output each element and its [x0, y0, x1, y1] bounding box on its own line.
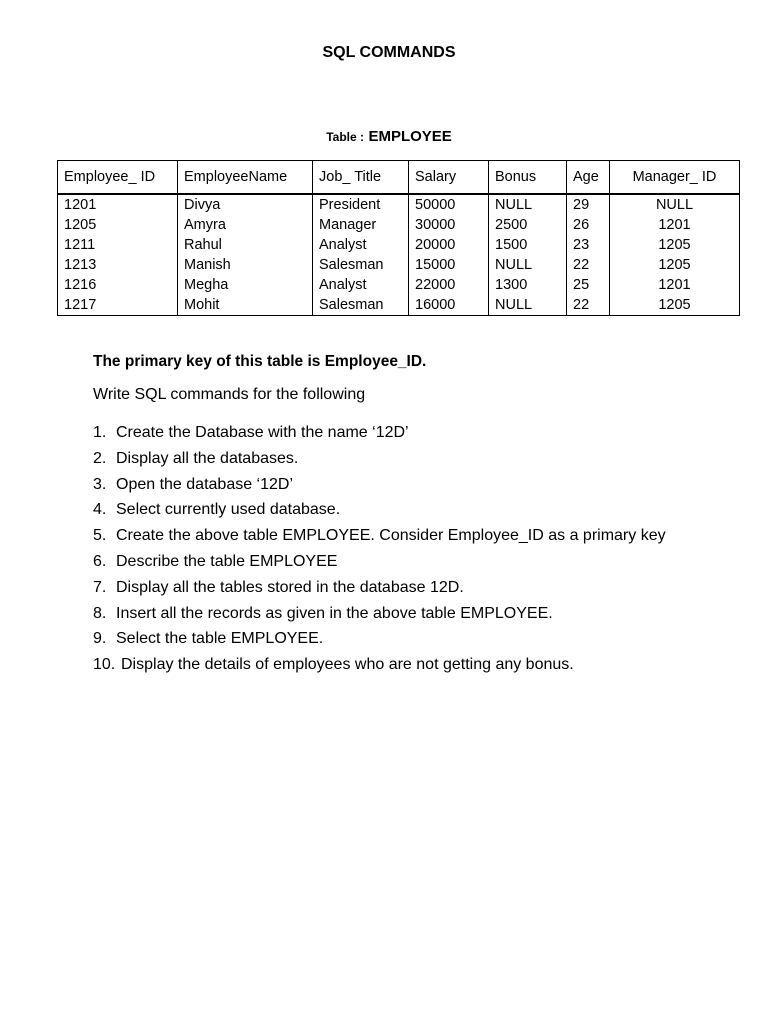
table-cell: 1216 — [58, 275, 178, 295]
list-item-number: 9. — [93, 630, 107, 648]
list-item — [93, 601, 693, 627]
column-header: Job_ Title — [313, 161, 409, 195]
table-cell: NULL — [489, 295, 567, 316]
table-cell: 1211 — [58, 235, 178, 255]
table-cell: 25 — [567, 275, 610, 295]
list-item-number: 5. — [93, 527, 107, 545]
table-cell: 1201 — [58, 194, 178, 215]
table-cell: Salesman — [313, 295, 409, 316]
table-cell: 22 — [567, 295, 610, 316]
table-cell: Megha — [178, 275, 313, 295]
list-item — [93, 549, 693, 575]
list-item-text: Describe the table EMPLOYEE — [116, 552, 338, 570]
list-item-text: Create the above table EMPLOYEE. Consider Employee_ID as a primary key — [116, 527, 666, 545]
table-cell: 1201 — [610, 215, 740, 235]
table-cell: 1205 — [610, 255, 740, 275]
table-row — [58, 275, 740, 295]
table-cell: NULL — [489, 194, 567, 215]
table-row — [58, 255, 740, 275]
table-cell: Amyra — [178, 215, 313, 235]
list-item-text: Select currently used database. — [116, 501, 341, 519]
table-cell: 15000 — [409, 255, 489, 275]
table-cell: 1500 — [489, 235, 567, 255]
column-header: Manager_ ID — [610, 161, 740, 195]
table-cell: 22 — [567, 255, 610, 275]
table-cell: Rahul — [178, 235, 313, 255]
table-cell: Manish — [178, 255, 313, 275]
table-cell: 23 — [567, 235, 610, 255]
table-cell: 1201 — [610, 275, 740, 295]
list-item-text: Display all the databases. — [116, 449, 299, 467]
table-cell: 20000 — [409, 235, 489, 255]
list-item-number: 2. — [93, 449, 107, 467]
list-item — [93, 420, 693, 446]
table-cell: Analyst — [313, 275, 409, 295]
list-item-number: 8. — [93, 604, 107, 622]
page-title: SQL COMMANDS — [322, 44, 456, 61]
list-item-number: 7. — [93, 578, 107, 596]
list-item-number: 6. — [93, 552, 107, 570]
table-cell: Divya — [178, 194, 313, 215]
table-caption-name: EMPLOYEE — [368, 128, 452, 145]
table-cell: 1205 — [610, 295, 740, 316]
table-cell: 1205 — [610, 235, 740, 255]
list-item-text: Insert all the records as given in the above table EMPLOYEE. — [116, 604, 553, 622]
list-item-text: Create the Database with the name ‘12D’ — [116, 424, 409, 441]
table-cell: NULL — [610, 194, 740, 215]
column-header: Employee_ ID — [58, 161, 178, 195]
table-row — [58, 235, 740, 255]
table-cell: Salesman — [313, 255, 409, 275]
table-cell: President — [313, 194, 409, 215]
list-item-number: 1. — [93, 424, 107, 441]
primary-key-note: The primary key of this table is Employee_ID. — [93, 353, 427, 370]
table-row — [58, 295, 740, 316]
list-item-text: Display the details of employees who are not getting any bonus. — [121, 656, 574, 674]
table-row — [58, 194, 740, 215]
list-item — [93, 626, 693, 652]
list-item-number: 10. — [93, 656, 116, 674]
column-header: Salary — [409, 161, 489, 195]
list-item — [93, 652, 693, 678]
list-item-number: 4. — [93, 501, 107, 519]
list-item — [93, 575, 693, 601]
table-header-row — [58, 161, 740, 195]
column-header: Age — [567, 161, 610, 195]
list-item-text: Open the database ‘12D’ — [116, 475, 294, 493]
employee-table — [57, 160, 740, 316]
table-cell: 1213 — [58, 255, 178, 275]
instruction-text: Write SQL commands for the following — [93, 386, 366, 403]
table-cell: 26 — [567, 215, 610, 235]
table-cell: 30000 — [409, 215, 489, 235]
table-cell: Analyst — [313, 235, 409, 255]
table-cell: 1205 — [58, 215, 178, 235]
table-caption-prefix: Table : — [326, 130, 364, 144]
table-cell: 50000 — [409, 194, 489, 215]
task-list — [93, 420, 693, 678]
table-cell: 29 — [567, 194, 610, 215]
table-cell: 1300 — [489, 275, 567, 295]
table-cell: Manager — [313, 215, 409, 235]
table-row — [58, 215, 740, 235]
table-cell: 16000 — [409, 295, 489, 316]
table-cell: Mohit — [178, 295, 313, 316]
list-item-text: Display all the tables stored in the database 12D. — [116, 578, 464, 596]
table-cell: 1217 — [58, 295, 178, 316]
column-header: Bonus — [489, 161, 567, 195]
list-item — [93, 523, 693, 549]
list-item — [93, 497, 693, 523]
column-header: EmployeeName — [178, 161, 313, 195]
list-item — [93, 446, 693, 472]
table-caption — [0, 128, 768, 146]
list-item-number: 3. — [93, 475, 107, 493]
list-item — [93, 472, 693, 498]
list-item-text: Select the table EMPLOYEE. — [116, 630, 324, 648]
table-cell: 2500 — [489, 215, 567, 235]
table-cell: NULL — [489, 255, 567, 275]
table-cell: 22000 — [409, 275, 489, 295]
